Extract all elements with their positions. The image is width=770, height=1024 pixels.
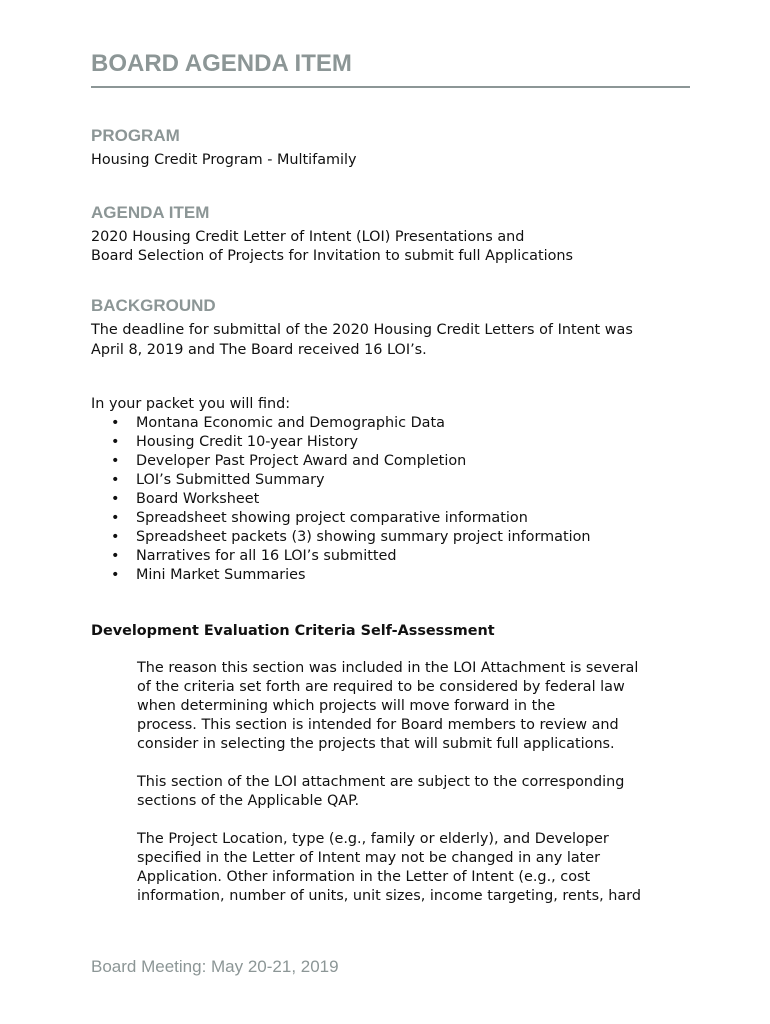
text-line: Application. Other information in the Letter of Intent (e.g., cost <box>137 869 591 885</box>
text-line: sections of the Applicable QAP. <box>137 793 360 809</box>
text-line: consider in selecting the projects that will submit full applications. <box>137 736 615 752</box>
text-line: The deadline for submittal of the 2020 Housing Credit Letters of Intent was <box>91 322 633 338</box>
list-item: • Montana Economic and Demographic Data <box>91 414 591 433</box>
program-text: Housing Credit Program - Multifamily <box>91 152 357 168</box>
packet-list <box>91 414 591 585</box>
criteria-heading: Development Evaluation Criteria Self-Assessment <box>91 623 495 639</box>
list-item: • Spreadsheet showing project comparative information <box>91 509 591 528</box>
text-line: process. This section is intended for Board members to review and <box>137 717 619 733</box>
list-item: • Spreadsheet packets (3) showing summary project information <box>91 528 591 547</box>
text-line: specified in the Letter of Intent may not be changed in any later <box>137 850 601 866</box>
text-line: The Project Location, type (e.g., family or elderly), and Developer <box>137 831 609 847</box>
list-item: • Board Worksheet <box>91 490 591 509</box>
text-line: April 8, 2019 and The Board received 16 LOI’s. <box>91 342 427 358</box>
list-item: • Mini Market Summaries <box>91 566 591 585</box>
packet-intro: In your packet you will find: <box>91 396 291 412</box>
text-line: information, number of units, unit sizes, income targeting, rents, hard <box>137 888 641 904</box>
text-line: 2020 Housing Credit Letter of Intent (LOI) Presentations and <box>91 229 525 245</box>
criteria-paragraph-2 <box>137 773 624 811</box>
page-footer: Board Meeting: May 20-21, 2019 <box>91 957 339 976</box>
list-item: • Developer Past Project Award and Completion <box>91 452 591 471</box>
list-item: • LOI’s Submitted Summary <box>91 471 591 490</box>
program-heading: PROGRAM <box>91 126 180 145</box>
list-item: • Narratives for all 16 LOI’s submitted <box>91 547 591 566</box>
agenda-item-heading: AGENDA ITEM <box>91 203 210 222</box>
background-text <box>91 320 633 360</box>
text-line: Board Selection of Projects for Invitation to submit full Applications <box>91 248 574 264</box>
text-line: when determining which projects will move forward in the <box>137 698 556 714</box>
text-line: The reason this section was included in the LOI Attachment is several <box>137 660 639 676</box>
document-title: BOARD AGENDA ITEM <box>91 50 352 77</box>
criteria-paragraph-3 <box>137 830 641 906</box>
criteria-paragraph-1 <box>137 659 638 754</box>
list-item: • Housing Credit 10-year History <box>91 433 591 452</box>
text-line: of the criteria set forth are required to be considered by federal law <box>137 679 625 695</box>
title-divider <box>91 86 690 88</box>
packet-section <box>91 395 591 585</box>
agenda-item-text <box>91 228 573 266</box>
text-line: This section of the LOI attachment are subject to the corresponding <box>137 774 625 790</box>
background-heading: BACKGROUND <box>91 296 216 315</box>
